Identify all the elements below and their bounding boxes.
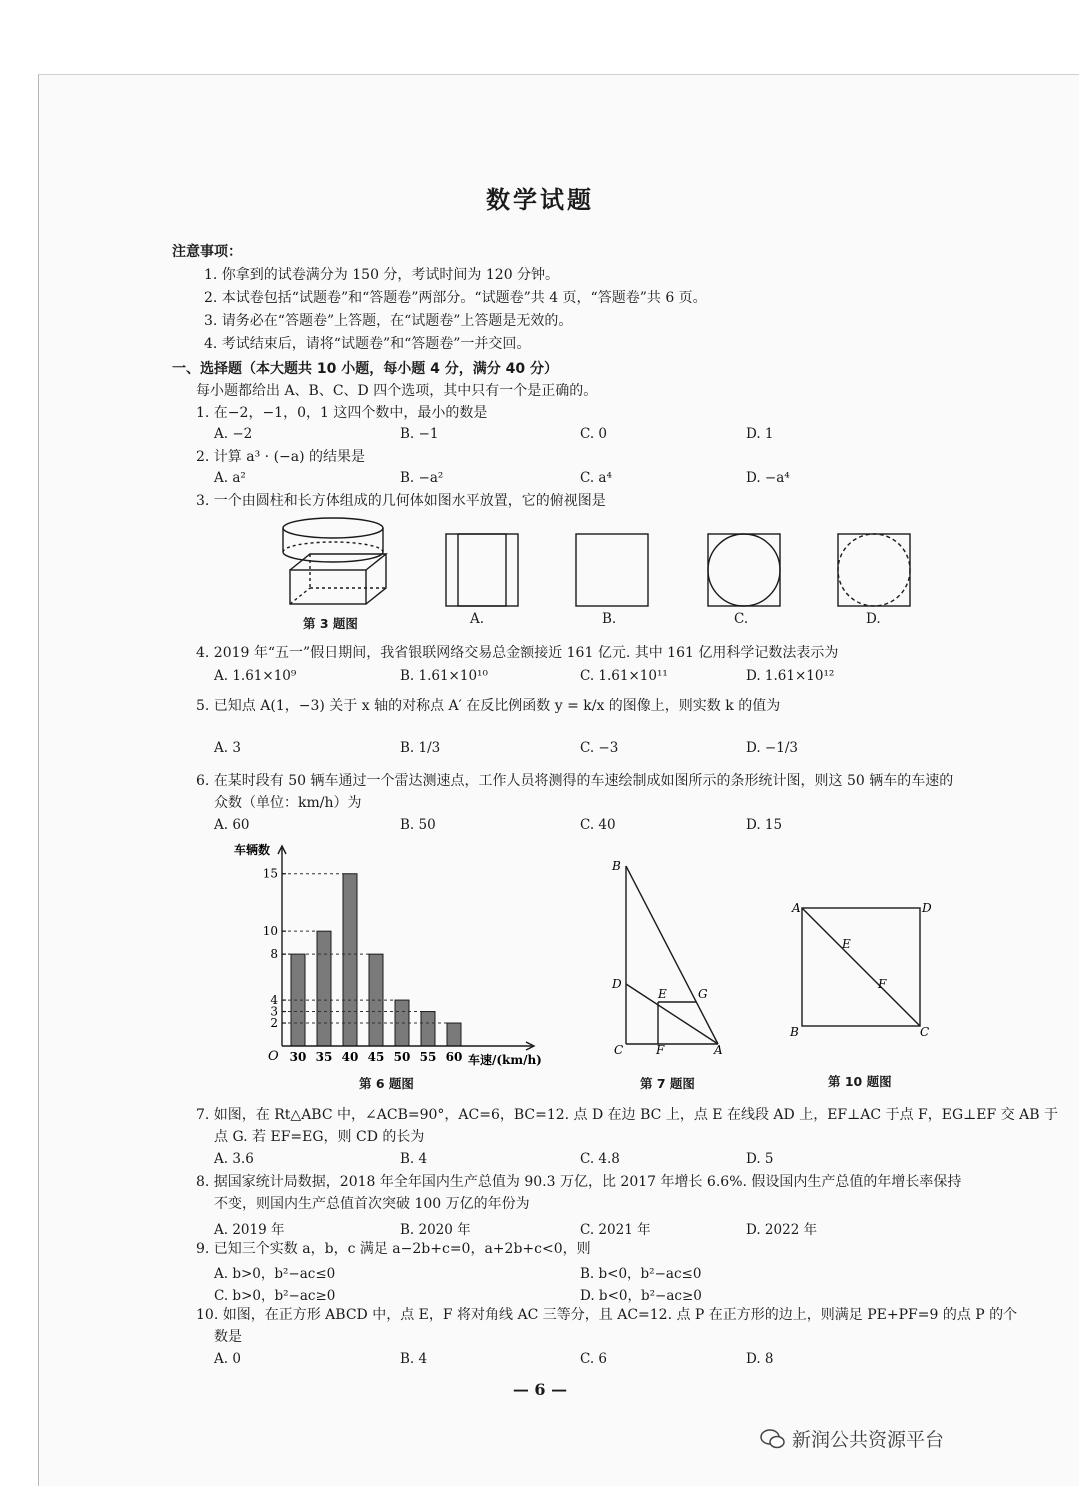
fig6-bar-chart	[232, 838, 562, 1068]
option-d: D. 1	[746, 426, 774, 442]
option-d: D. 2022 年	[746, 1222, 818, 1238]
option-a: A. 60	[214, 817, 250, 833]
fig7-triangle	[606, 852, 730, 1058]
fig10-label-c: C	[920, 1025, 930, 1039]
x-tick-label: 30	[289, 1050, 307, 1064]
fig10-caption: 第 10 题图	[828, 1074, 892, 1089]
fig3-caption: 第 3 题图	[303, 616, 358, 631]
fig7-label-f: F	[656, 1043, 665, 1057]
chart-xlabel: 车速/(km/h)	[468, 1053, 542, 1067]
notice-item: 2. 本试卷包括“试题卷”和“答题卷”两部分。“试题卷”共 4 页，“答题卷”共 6 页。	[204, 290, 707, 306]
question-stem-cont: 众数（单位：km/h）为	[214, 795, 362, 811]
option-c: C. 40	[580, 817, 616, 833]
option-a: A. 3.6	[214, 1151, 254, 1167]
option-c: C.	[734, 611, 749, 627]
q3-figures	[280, 512, 940, 612]
y-tick-label: 2	[270, 1016, 278, 1031]
option-c: C. a⁴	[580, 470, 612, 486]
option-a: A. 3	[214, 740, 241, 756]
question-stem: 3. 一个由圆柱和长方体组成的几何体如图水平放置，它的俯视图是	[196, 493, 606, 509]
option-c: C. b>0，b²−ac≥0	[214, 1288, 336, 1304]
question-stem: 1. 在−2，−1，0，1 这四个数中，最小的数是	[196, 405, 488, 421]
option-b: B. 1/3	[400, 740, 441, 756]
option-d: D. −a⁴	[746, 470, 790, 486]
y-tick-label: 3	[270, 1004, 278, 1019]
fig7-label-b: B	[612, 859, 621, 873]
bar-40	[343, 874, 357, 1046]
option-c-figure	[708, 534, 780, 606]
question-stem: 4. 2019 年“五一”假日期间，我省银联网络交易总金额接近 161 亿元. 其中 161 亿用科学记数法表示为	[196, 645, 839, 661]
section-heading: 一、选择题（本大题共 10 小题，每小题 4 分，满分 40 分）	[172, 361, 558, 377]
option-a: A. 1.61×10⁹	[214, 668, 297, 684]
x-tick-label: 40	[341, 1050, 359, 1064]
option-c: C. 0	[580, 426, 608, 442]
question-stem: 6. 在某时段有 50 辆车通过一个雷达测速点，工作人员将测得的车速绘制成如图所示的条形统计图，则这 50 辆车的车速的	[196, 773, 954, 789]
page-title: 数学试题	[486, 186, 594, 214]
chart-ylabel: 车辆数	[234, 843, 271, 857]
option-b: B. 2020 年	[400, 1222, 471, 1238]
cylinder-box-solid	[283, 518, 386, 604]
option-b-figure	[576, 534, 648, 606]
option-d-figure	[838, 534, 910, 606]
y-tick-label: 8	[270, 947, 278, 962]
question-stem-cont: 不变，则国内生产总值首次突破 100 万亿的年份为	[214, 1196, 530, 1212]
question-stem: 2. 计算 a³ · (−a) 的结果是	[196, 449, 366, 465]
notice-item: 1. 你拿到的试卷满分为 150 分，考试时间为 120 分钟。	[204, 267, 560, 283]
bar-60	[447, 1023, 461, 1046]
option-d: D. 8	[746, 1351, 774, 1367]
fig10-label-e: E	[842, 937, 851, 951]
notice-heading: 注意事项：	[172, 244, 242, 260]
fig10-label-f: F	[878, 977, 887, 991]
fig10-square	[780, 892, 940, 1042]
y-tick-label: 10	[262, 924, 278, 939]
option-c: C. 6	[580, 1351, 608, 1367]
page-number: — 6 —	[512, 1380, 568, 1399]
option-b: B. 4	[400, 1151, 428, 1167]
option-d: D. 1.61×10¹²	[746, 668, 835, 684]
fig10-label-a: A	[792, 901, 801, 915]
question-stem-cont: 数是	[214, 1329, 242, 1345]
x-tick-label: 45	[367, 1050, 385, 1064]
y-tick-label: 4	[270, 993, 278, 1008]
option-b: B. −1	[400, 426, 439, 442]
fig7-label-g: G	[698, 987, 708, 1001]
fig7-label-e: E	[658, 987, 667, 1001]
option-a-figure	[446, 534, 518, 606]
option-b: B. 50	[400, 817, 436, 833]
option-c: C. 1.61×10¹¹	[580, 668, 668, 684]
x-tick-label: 60	[445, 1050, 463, 1064]
option-d: D. b<0，b²−ac≥0	[580, 1288, 702, 1304]
question-stem: 8. 据国家统计局数据，2018 年全年国内生产总值为 90.3 万亿，比 2017 年增长 6.6%. 假设国内生产总值的年增长率保持	[196, 1174, 962, 1190]
bar-55	[421, 1012, 435, 1046]
option-a: A.	[470, 611, 485, 627]
option-d: D. 5	[746, 1151, 774, 1167]
question-stem: 10. 如图，在正方形 ABCD 中，点 E，F 将对角线 AC 三等分，且 AC=12. 点 P 在正方形的边上，则满足 PE+PF=9 的点 P 的个	[196, 1307, 1018, 1323]
option-b: B. 4	[400, 1351, 428, 1367]
option-b: B. −a²	[400, 470, 444, 486]
option-d: D. 15	[746, 817, 783, 833]
fig10-label-d: D	[922, 901, 932, 915]
y-tick-label: 15	[262, 866, 278, 881]
option-a: A. b>0，b²−ac≤0	[214, 1266, 336, 1282]
wechat-icon	[760, 1428, 786, 1450]
question-stem: 7. 如图，在 Rt△ABC 中，∠ACB=90°，AC=6，BC=12. 点 D 在边 BC 上，点 E 在线段 AD 上，EF⊥AC 于点 F，EG⊥EF 交 AB 于	[196, 1107, 1058, 1123]
question-stem: 5. 已知点 A(1，−3) 关于 x 轴的对称点 A′ 在反比例函数 y = k/x 的图像上，则实数 k 的值为	[196, 698, 781, 714]
watermark-text: 新润公共资源平台	[792, 1429, 945, 1451]
option-a: A. −2	[214, 426, 253, 442]
section-intro: 每小题都给出 A、B、C、D 四个选项，其中只有一个是正确的。	[196, 383, 598, 399]
option-c: C. −3	[580, 740, 619, 756]
fig10-label-b: B	[790, 1025, 799, 1039]
option-a: A. a²	[214, 470, 246, 486]
x-tick-label: 55	[419, 1050, 437, 1064]
option-c: C. 2021 年	[580, 1222, 651, 1238]
option-a: A. 2019 年	[214, 1222, 285, 1238]
fig7-caption: 第 7 题图	[640, 1076, 695, 1091]
option-c: C. 4.8	[580, 1151, 620, 1167]
option-b: B. 1.61×10¹⁰	[400, 668, 488, 684]
notice-item: 4. 考试结束后，请将“试题卷”和“答题卷”一并交回。	[204, 336, 531, 352]
bar-35	[317, 931, 331, 1046]
notice-item: 3. 请务必在“答题卷”上答题，在“试题卷”上答题是无效的。	[204, 313, 573, 329]
option-b: B. b<0，b²−ac≤0	[580, 1266, 702, 1282]
fig7-label-d: D	[612, 977, 622, 991]
x-tick-label: 50	[393, 1050, 411, 1064]
option-d: D.	[866, 611, 881, 627]
option-a: A. 0	[214, 1351, 241, 1367]
option-d: D. −1/3	[746, 740, 798, 756]
option-b: B.	[602, 611, 617, 627]
question-stem: 9. 已知三个实数 a，b，c 满足 a−2b+c=0，a+2b+c<0，则	[196, 1241, 591, 1257]
question-stem-cont: 点 G. 若 EF=EG，则 CD 的长为	[214, 1129, 425, 1145]
chart-origin-label: O	[268, 1049, 279, 1064]
fig6-caption: 第 6 题图	[359, 1076, 414, 1091]
fig7-label-a: A	[714, 1043, 723, 1057]
x-tick-label: 35	[315, 1050, 333, 1064]
fig7-label-c: C	[614, 1043, 624, 1057]
